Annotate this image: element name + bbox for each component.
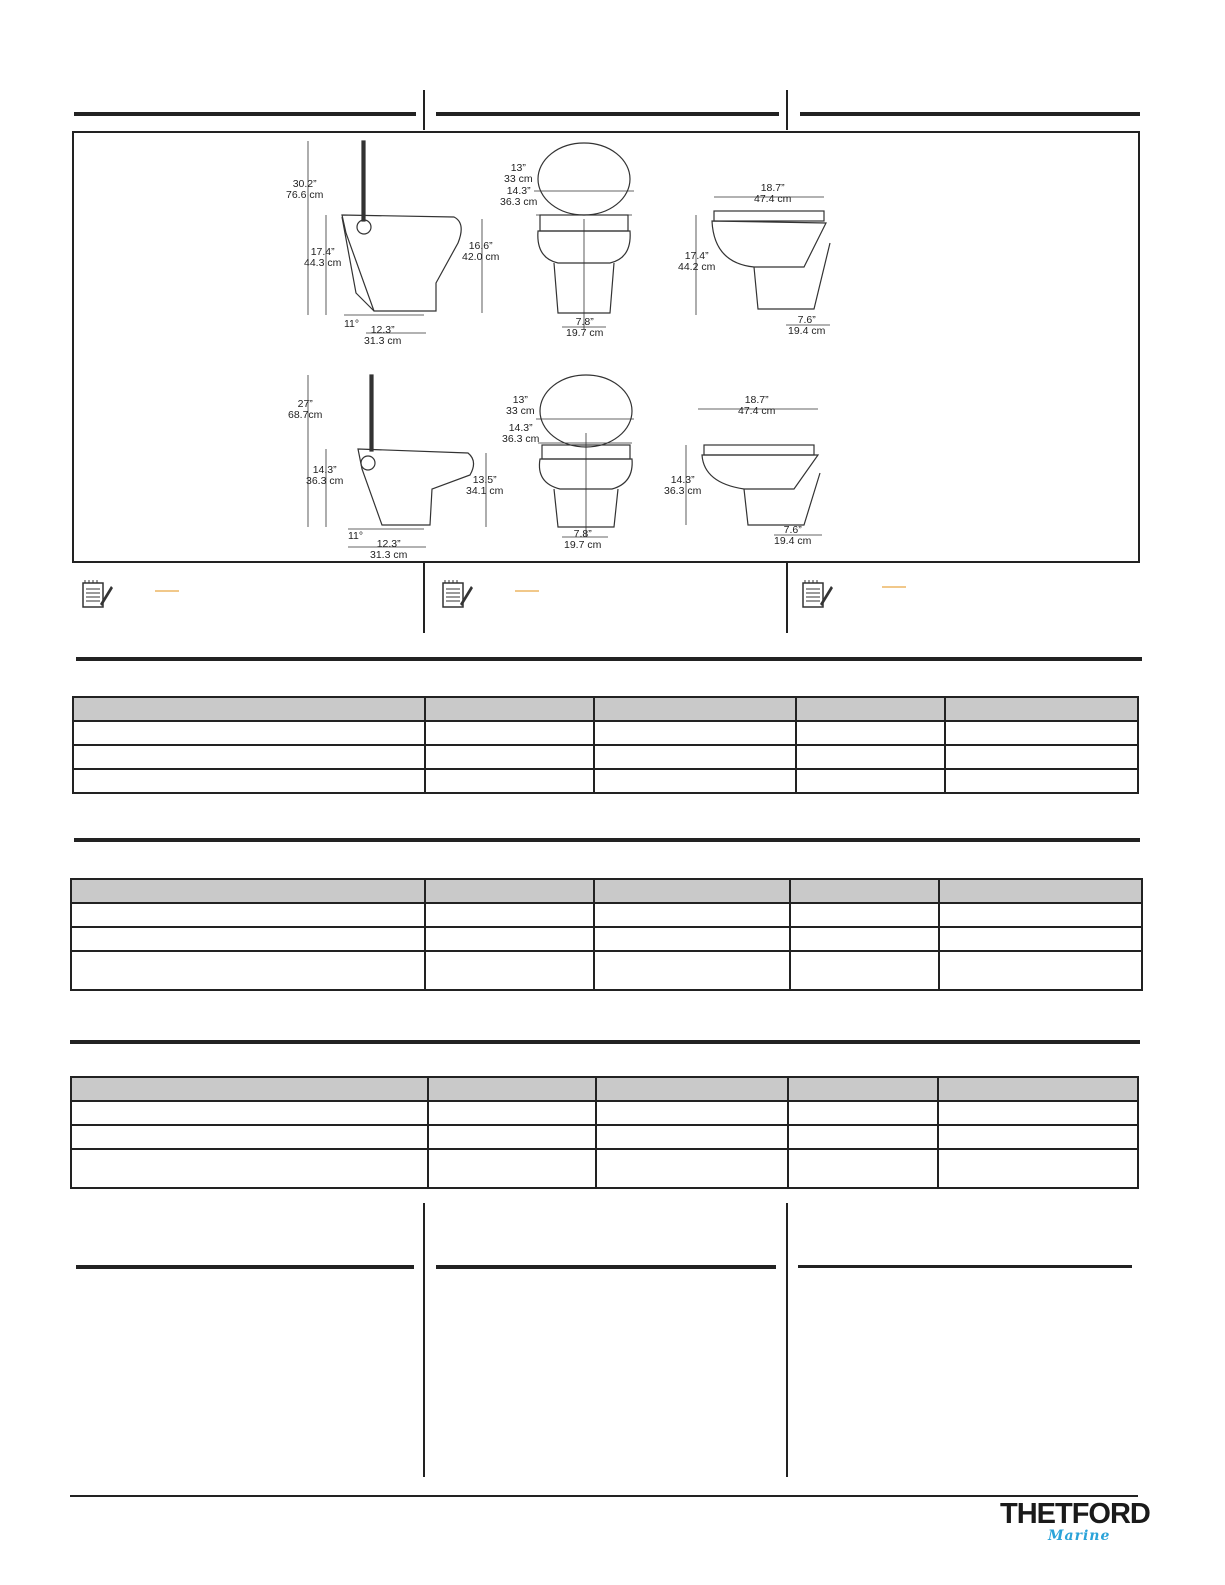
note-accent-1 xyxy=(155,590,179,592)
col2-header-rule xyxy=(436,112,779,116)
section3-rule xyxy=(70,1040,1140,1044)
short-side-bowl-height: 13.5” 34.1 cm xyxy=(466,474,504,497)
tall-front-base: 7.8” 19.7 cm xyxy=(566,316,604,339)
short-back-base: 7.6” 19.4 cm xyxy=(774,524,812,547)
section1-rule xyxy=(76,657,1142,661)
tall-front-width-mid: 14.3” 36.3 cm xyxy=(500,185,538,208)
section2-rule xyxy=(74,838,1140,842)
note-divider-1 xyxy=(423,563,425,633)
table-header-row xyxy=(73,697,1138,721)
footer-rule xyxy=(70,1495,1138,1497)
notepad-icon xyxy=(800,578,834,612)
note-accent-2 xyxy=(515,590,539,592)
table-row xyxy=(71,1125,1138,1149)
short-front-view xyxy=(536,375,634,537)
tall-side-seat-height: 17.4” 44.3 cm xyxy=(304,246,342,269)
tall-side-total-height: 30.2” 76.6 cm xyxy=(286,178,324,201)
table-row xyxy=(71,903,1142,927)
tall-side-bowl-height: 16.6” 42.0 cm xyxy=(462,240,500,263)
table-row xyxy=(73,769,1138,793)
table-row xyxy=(71,1101,1138,1125)
short-side-depth: 12.3” 31.3 cm xyxy=(370,538,408,561)
short-back-width: 18.7” 47.4 cm xyxy=(738,394,776,417)
table-row xyxy=(73,721,1138,745)
bottom-col-divider-1 xyxy=(423,1203,425,1477)
table-header-row xyxy=(71,879,1142,903)
short-front-width-mid: 14.3” 36.3 cm xyxy=(502,422,540,445)
short-side-seat-height: 14.3” 36.3 cm xyxy=(306,464,344,487)
table-row xyxy=(73,745,1138,769)
short-front-width-top: 13” 33 cm xyxy=(506,394,535,417)
tall-back-base: 7.6” 19.4 cm xyxy=(788,314,826,337)
spec-table-2 xyxy=(70,878,1143,991)
table-header-row xyxy=(71,1077,1138,1101)
tall-side-depth: 12.3” 31.3 cm xyxy=(364,324,402,347)
dimension-drawings-box xyxy=(72,131,1140,563)
tall-back-view xyxy=(696,197,830,325)
spec-table-1 xyxy=(72,696,1139,794)
table-row xyxy=(71,927,1142,951)
logo-brand: THETFORD xyxy=(1000,1498,1150,1530)
bottom-col-divider-2 xyxy=(786,1203,788,1477)
short-side-total-height: 27” 68.7cm xyxy=(288,398,323,421)
toilet-drawings xyxy=(74,133,1138,561)
note-divider-2 xyxy=(786,563,788,633)
tall-front-width-top: 13” 33 cm xyxy=(504,162,533,185)
thetford-marine-logo xyxy=(1000,1498,1150,1548)
tall-side-angle: 11° xyxy=(344,318,360,330)
tall-back-height: 17.4” 44.2 cm xyxy=(678,250,716,273)
col1-header-rule xyxy=(74,112,416,116)
short-side-angle: 11° xyxy=(348,530,364,542)
col-divider-1 xyxy=(423,90,425,130)
logo-sub: Marine xyxy=(1048,1528,1111,1544)
notepad-icon xyxy=(440,578,474,612)
tall-front-view xyxy=(534,143,634,329)
bottom-col2-rule xyxy=(436,1265,776,1269)
short-side-view xyxy=(308,375,486,547)
bottom-col3-rule xyxy=(798,1265,1132,1268)
table-row xyxy=(71,1149,1138,1188)
short-back-view xyxy=(686,409,822,535)
tall-side-view xyxy=(308,141,482,333)
short-front-base: 7.8” 19.7 cm xyxy=(564,528,602,551)
col3-header-rule xyxy=(800,112,1140,116)
bottom-col1-rule xyxy=(76,1265,414,1269)
col-divider-2 xyxy=(786,90,788,130)
short-back-height: 14.3” 36.3 cm xyxy=(664,474,702,497)
note-accent-3 xyxy=(882,586,906,588)
tall-back-width: 18.7” 47.4 cm xyxy=(754,182,792,205)
notepad-icon xyxy=(80,578,114,612)
table-row xyxy=(71,951,1142,990)
spec-table-3 xyxy=(70,1076,1139,1189)
